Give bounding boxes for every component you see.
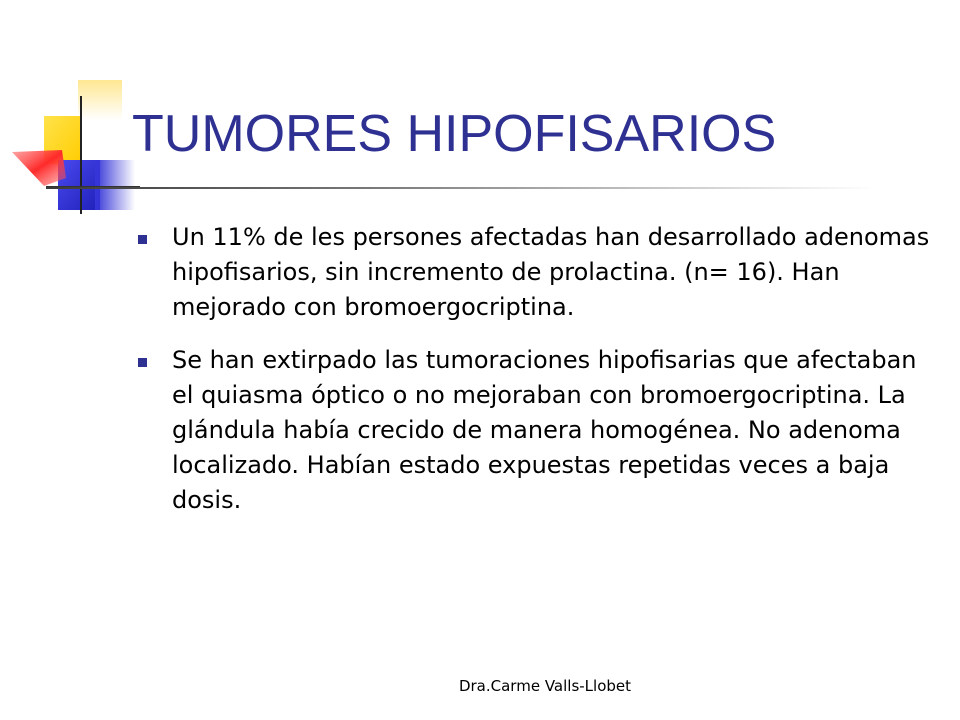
slide-title: TUMORES HIPOFISARIOS <box>132 105 777 163</box>
title-divider <box>46 187 876 189</box>
corner-decoration-icon <box>0 0 140 230</box>
bullet-text: Se han extirpado las tumoraciones hipofisarias que afectaban el quiasma óptico o no mejoraban con bromoergocriptina. La glándula había crecido de manera homogénea. No adenoma localizado. Habían estado expuestas repetidas veces a baja dosis. <box>172 346 917 514</box>
bullet-text: Un 11% de les persones afectadas han desarrollado adenomas hipofisarios, sin incremento de prolactina. (n= 16). Han mejorado con bromoergocriptina. <box>172 223 930 321</box>
bullet-list <box>132 220 932 536</box>
bullet-item <box>132 343 932 518</box>
square-bullet-icon <box>138 235 147 244</box>
bullet-item <box>132 220 932 325</box>
square-bullet-icon <box>138 358 147 367</box>
slide-footer: Dra.Carme Valls-Llobet <box>458 677 632 695</box>
